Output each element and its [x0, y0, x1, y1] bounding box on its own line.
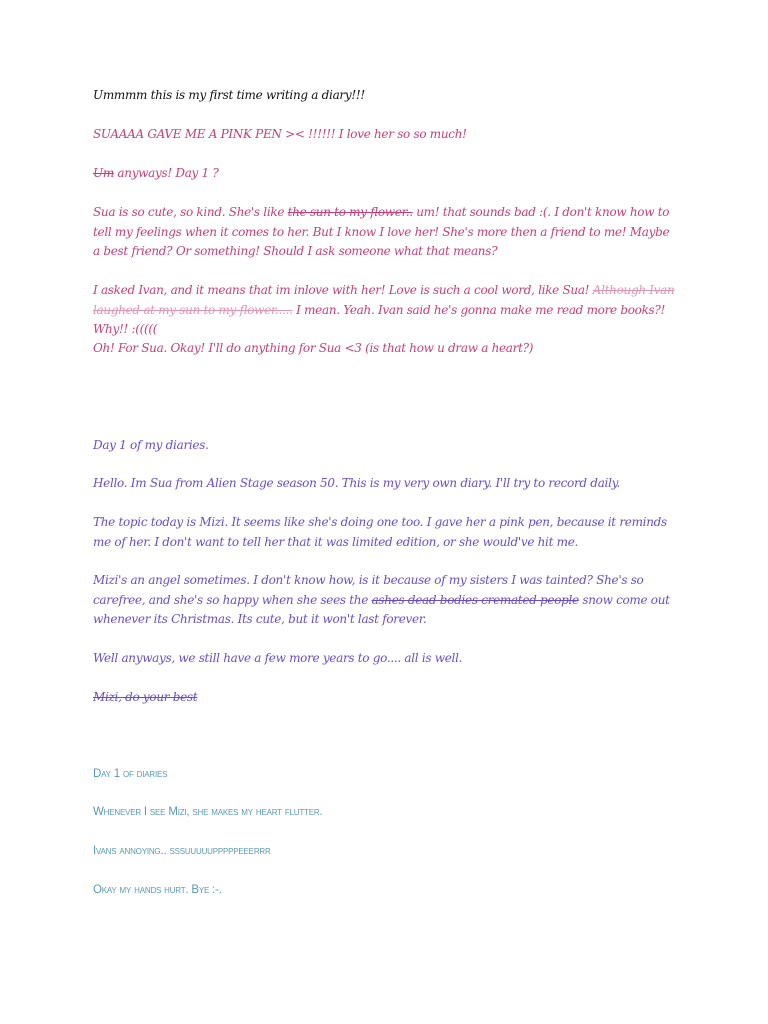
diary2-p2-struck: ashes dead bodies cremated people — [371, 592, 579, 607]
diary1-day-text: anyways! Day 1 ? — [113, 166, 219, 180]
diary1-p2-a: I asked Ivan, and it means that im inlove with her! Love is such a cool word, like Sua! — [93, 283, 593, 297]
diary2-paragraph-3: Well anyways, we still have a few more years to go.... all is well. — [93, 651, 463, 665]
diary1-day-line — [93, 164, 678, 184]
diary1-p1-a: Sua is so cute, so kind. She's like — [93, 205, 288, 219]
diary1-day-struck: Um — [93, 166, 114, 180]
diary3-line-3: Okay my hands hurt. Bye :-. — [93, 884, 222, 896]
diary1-p2-b: I mean. Yeah. Ivan said he's gonna make me read more books?! Why!! :((((( — [93, 302, 666, 336]
diary3-line-2: Ivans annoying.. sssuuuuupppppeeerrr — [93, 845, 271, 857]
diary2-paragraph-2 — [93, 571, 678, 630]
diary3-line-1: Whenever I see Mizi, she makes my heart flutter. — [93, 806, 323, 818]
diary1-paragraph-3: Oh! For Sua. Okay! I'll do anything for Sua <3 (is that how u draw a heart?) — [93, 341, 534, 355]
diary2-p2-a: Mizi's an angel sometimes. I don't know how, is it because of my sisters I was tainted? She's so carefree, and she's so happy when she sees the — [93, 573, 644, 607]
diary2-paragraph-1: The topic today is Mizi. It seems like she's doing one too. I gave her a pink pen, because it reminds me of her. I don't want to tell her that it was limited edition, or she would've hit me. — [93, 515, 667, 549]
diary2-title: Day 1 of my diaries. — [93, 438, 209, 452]
diary1-paragraph-2 — [93, 281, 678, 340]
diary1-pen-line: SUAAAA GAVE ME A PINK PEN >< !!!!!! I love her so so much! — [93, 127, 467, 141]
diary3-title: Day 1 of diaries — [93, 768, 168, 780]
diary2-paragraph-4: Mizi, do your best — [93, 690, 198, 704]
diary1-p1-struck: the sun to my flower.. — [287, 205, 413, 219]
diary1-paragraph-1 — [93, 203, 678, 262]
diary1-p1-b: um! that sounds bad :(. I don't know how to tell my feelings when it comes to her. But I know I love her! She's more then a friend to me! Maybe a best friend? Or something! Should I ask someone what that means? — [93, 205, 670, 258]
diary2-p2-b: snow come out whenever its Christmas. Its cute, but it won't last forever. — [93, 592, 670, 626]
diary2-intro: Hello. Im Sua from Alien Stage season 50. This is my very own diary. I'll try to record daily. — [93, 476, 621, 490]
diary1-intro: Ummmm this is my first time writing a diary!!! — [93, 88, 365, 102]
diary1-p2-struck: Although Ivan laughed at my sun to my flower..... — [93, 283, 675, 317]
